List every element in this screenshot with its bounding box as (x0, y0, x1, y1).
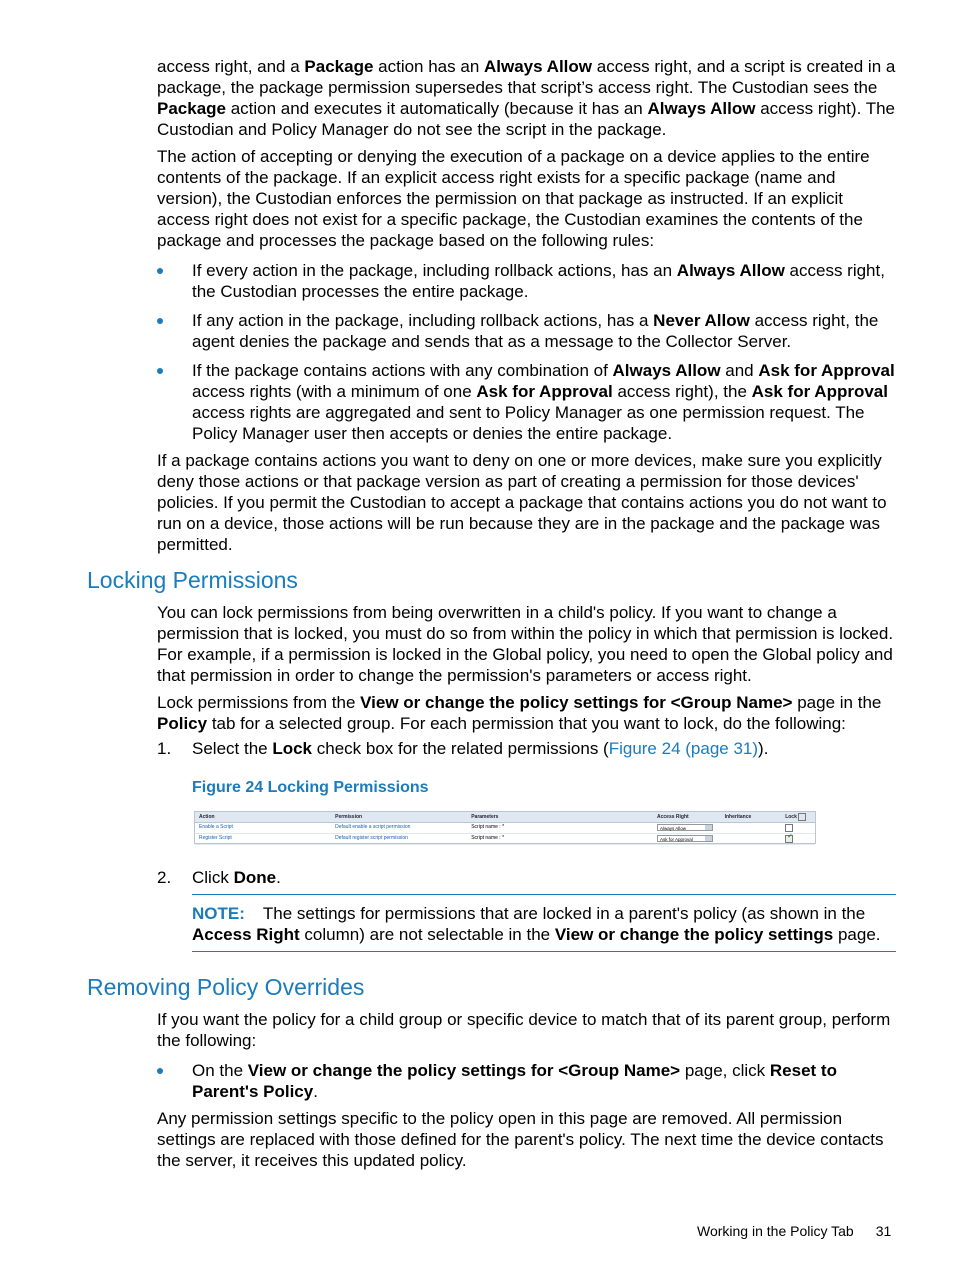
bullet-icon (157, 318, 163, 324)
table-row (195, 834, 815, 845)
access-right-cell (653, 834, 721, 844)
column-header-action: Action (199, 814, 215, 820)
column-header-permission: Permission (335, 814, 363, 820)
section-heading-locking: Locking Permissions (87, 567, 298, 593)
removing-paragraph-2: Any permission settings specific to the policy open in this page are removed. All permission settings are replaced with those defined for the parent's policy. The next time the device contacts the server, it receives this updated policy. (157, 1109, 884, 1170)
column-header-parameters: Parameters (471, 814, 499, 820)
footer-section-title: Working in the Policy Tab (697, 1223, 854, 1239)
removing-list (157, 1060, 897, 1102)
parameters-cell: Script name : * (471, 835, 505, 841)
figure-24-link[interactable]: Figure 24 (page 31) (608, 739, 759, 758)
lock-all-checkbox[interactable] (798, 813, 806, 821)
inheritance-cell (721, 823, 782, 833)
access-right-select[interactable]: Ask for Approval (657, 835, 713, 842)
section-heading-removing: Removing Policy Overrides (87, 974, 365, 1000)
locking-section (157, 602, 897, 798)
locking-permissions-figure (194, 811, 816, 844)
list-item: If any action in the package, including rollback actions, has a Never Allow access right, the agent denies the package and sends that as a message to the Collector Server. (157, 310, 897, 352)
access-right-cell (653, 823, 721, 833)
permission-link[interactable]: Default register script permission (335, 835, 408, 841)
step-2: 2. Click Done. (157, 868, 281, 887)
figure-caption: Figure 24 Locking Permissions (192, 779, 429, 796)
lock-cell (781, 834, 815, 844)
table-row (195, 823, 815, 834)
list-item: If the package contains actions with any combination of Always Allow and Ask for Approval access rights (with a minimum of one Ask for Approval access right), the Ask for Approval access rights are aggregated and sent to Policy Manager as one permission request. The Policy Manager user then accepts or denies the entire package. (157, 360, 897, 444)
note-box: NOTE: The settings for permissions that are locked in a parent's policy (as shown in the Access Right column) are not selectable in the View or change the policy settings page. (192, 894, 896, 952)
action-link[interactable]: Enable a Script (199, 824, 233, 830)
intro-paragraph-3: If a package contains actions you want to deny on one or more devices, make sure you explicitly deny those actions or that package version as part of creating a permission for those devices' policies. If you permit the Custodian to accept a package that contains actions you do not want to run on a device, those actions will be run because they are in the package and the package was permitted. (157, 451, 887, 554)
note-label: NOTE: (192, 904, 245, 923)
page-number: 31 (875, 1223, 892, 1239)
inheritance-cell (721, 834, 782, 844)
action-link[interactable]: Register Script (199, 835, 232, 841)
column-header-access-right: Access Right (657, 814, 689, 820)
column-header-inheritance: Inheritance (724, 814, 752, 820)
permission-link[interactable]: Default enable a script permission (335, 824, 411, 830)
page-footer (697, 1223, 891, 1239)
intro-paragraph-2: The action of accepting or denying the execution of a package on a device applies to the entire contents of the package. If an explicit access right exists for a specific package (name and version), the Custodian enforces the permission on that package as instructed. If an explicit access right does not exist for a specific package, the Custodian examines the contents of the package and processes the package based on the following rules: (157, 147, 870, 250)
intro-section (157, 56, 897, 561)
intro-paragraph-1: access right, and a Package action has an Always Allow access right, and a script is created in a package, the package permission supersedes that script’s access right. The Custodian sees the Package action and executes it automatically (because it has an Always Allow access right). The Custodian and Policy Manager do not see the script in the package. (157, 57, 896, 139)
list-item: On the View or change the policy settings for <Group Name> page, click Reset to Parent's Policy. (157, 1060, 897, 1102)
access-right-select[interactable]: Always Allow (657, 824, 713, 831)
checkmark-icon: ✓ (787, 834, 794, 840)
step-2-block (157, 867, 897, 888)
column-header-lock: Lock (781, 812, 815, 822)
table-header (195, 812, 815, 823)
removing-paragraph-1: If you want the policy for a child group or specific device to match that of its parent group, perform the following: (157, 1010, 891, 1050)
list-item: If every action in the package, including rollback actions, has an Always Allow access right, the Custodian processes the entire package. (157, 260, 897, 302)
locking-paragraph-1: You can lock permissions from being overwritten in a child's policy. If you want to change a permission that is locked, you must do so from within the policy in which that permission is locked. For example, if a permission is locked in the Global policy, you need to open the Global policy and that permission in order to change the permission's parameters or access right. (157, 603, 894, 685)
step-1: 1. Select the Lock check box for the related permissions (Figure 24 (page 31)). (157, 739, 769, 758)
locking-paragraph-2: Lock permissions from the View or change the policy settings for <Group Name> page in the Policy tab for a selected group. For each permission that you want to lock, do the following: (157, 693, 882, 733)
bullet-icon (157, 268, 163, 274)
parameters-cell: Script name : * (471, 824, 505, 830)
lock-cell (781, 823, 815, 833)
removing-section (157, 1009, 897, 1177)
rules-list (157, 260, 897, 444)
lock-checkbox[interactable] (785, 835, 793, 843)
bullet-icon (157, 368, 163, 374)
bullet-icon (157, 1068, 163, 1074)
lock-checkbox[interactable] (785, 824, 793, 832)
